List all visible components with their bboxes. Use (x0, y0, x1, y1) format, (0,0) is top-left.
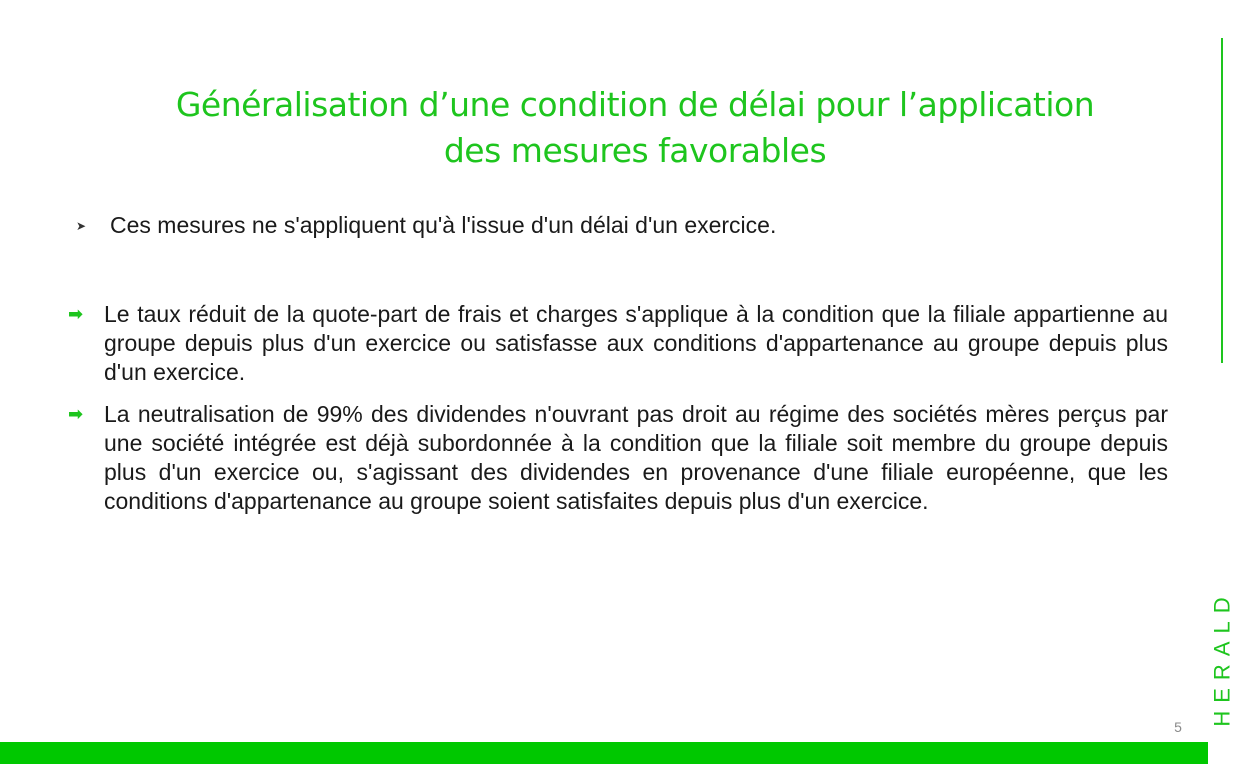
intro-text: Ces mesures ne s'appliquent qu'à l'issue d'un délai d'un exercice. (110, 212, 777, 238)
brand-text: HERALD (1210, 588, 1235, 727)
bullet-item (68, 300, 1170, 387)
bullet-item (68, 400, 1170, 516)
brand-logo (1198, 588, 1248, 727)
bullet-text: La neutralisation de 99% des dividendes n'ouvrant pas droit au régime des sociétés mères perçus par une société intégrée est déjà subordonnée à la condition que la filiale soit membre du groupe depuis plus d'un exercice ou, s'agissant des dividendes en provenance d'une filiale européenne, que les conditions d'appartenance au groupe soient satisfaites depuis plus d'un exercice. (104, 401, 1168, 514)
intro-item (76, 212, 1166, 239)
title-line-2: des mesures favorables (443, 131, 827, 170)
page-number: 5 (1174, 719, 1182, 735)
triangle-arrow-icon: ➤ (76, 218, 87, 233)
bullet-text: Le taux réduit de la quote-part de frais et charges s'applique à la condition que la filiale appartienne au groupe depuis plus d'un exercice ou satisfasse aux conditions d'appartenance au groupe depuis plus d'un exercice. (104, 301, 1168, 385)
footer-bar (0, 742, 1208, 764)
vertical-divider (1221, 38, 1223, 363)
right-arrow-icon: ➡ (68, 304, 84, 324)
title-line-1: Généralisation d’une condition de délai pour l’application (175, 85, 1095, 124)
right-arrow-icon: ➡ (68, 404, 84, 424)
slide-title (100, 82, 1170, 174)
